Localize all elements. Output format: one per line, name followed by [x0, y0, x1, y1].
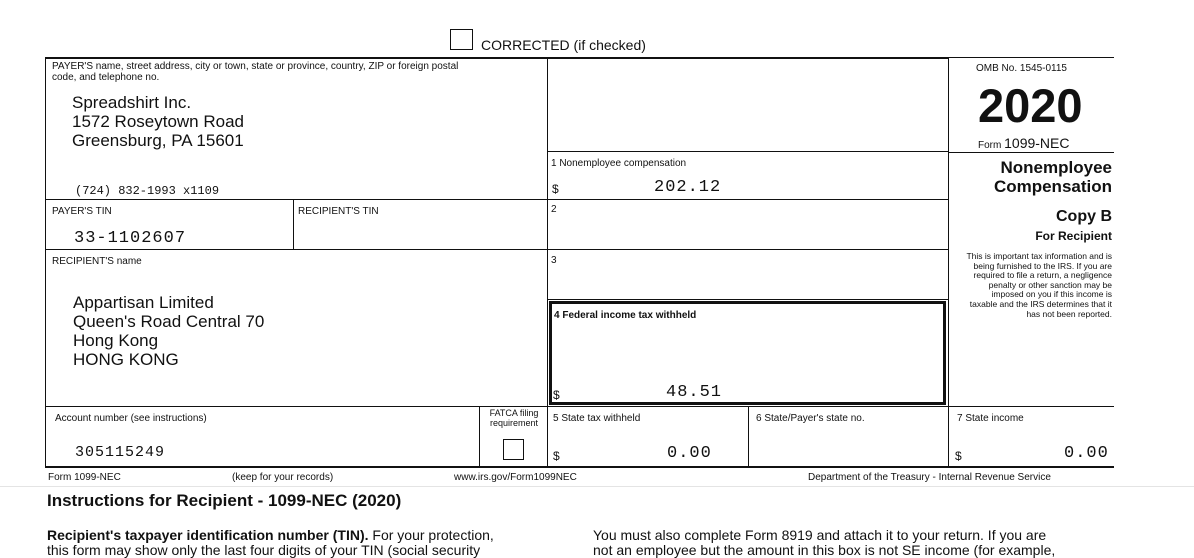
payer-street: 1572 Roseytown Road: [72, 112, 245, 131]
tin-text: For your protection,: [368, 527, 494, 543]
payer-city: Greensburg, PA 15601: [72, 131, 244, 150]
form-top-right-border: [948, 57, 1114, 58]
box4-dollar: $: [553, 388, 560, 402]
recipient-street: Queen's Road Central 70: [73, 312, 265, 331]
recipient-name-label: RECIPIENT'S name: [52, 256, 142, 267]
form-id: [978, 135, 1070, 151]
account-value: 305115249: [75, 444, 166, 461]
recipient-country: HONG KONG: [73, 350, 179, 369]
form-bottom-border: [45, 466, 1114, 468]
recipient-city: Hong Kong: [73, 331, 159, 350]
box7-label: 7 State income: [957, 413, 1024, 424]
tax-year: 2020: [978, 79, 1083, 132]
instructions-col1-line2: this form may show only the last four digits of your TIN (social security: [47, 542, 481, 558]
corrected-label: CORRECTED (if checked): [481, 37, 646, 53]
box4-value: 48.51: [666, 383, 723, 402]
payer-block-label: PAYER'S name, street address, city or town, state or province, country, ZIP or foreign postal code, and telephone no.: [52, 61, 459, 83]
form-title-line1: Nonemployee: [1000, 158, 1112, 177]
form-name: 1099-NEC: [1004, 135, 1070, 151]
form-title-line2: Compensation: [993, 177, 1112, 196]
row-account-top: [45, 406, 1114, 407]
box1-label: 1 Nonemployee compensation: [551, 158, 687, 169]
omb-number: OMB No. 1545-0115: [976, 63, 1067, 74]
instructions-col2-line1: You must also complete Form 8919 and attach it to your return. If you are: [593, 527, 1047, 543]
instructions-col2-line2: not an employee but the amount in this box is not SE income (for example,: [593, 542, 1056, 558]
recipient-tin-label: RECIPIENT'S TIN: [298, 206, 379, 217]
box5-dollar: $: [553, 449, 560, 463]
box1-value: 202.12: [654, 178, 722, 197]
box6-label: 6 State/Payer's state no.: [756, 413, 865, 424]
tin-heading: Recipient's taxpayer identification number (TIN).: [47, 527, 369, 543]
account-label: Account number (see instructions): [55, 413, 207, 424]
divider-tin: [293, 199, 294, 249]
row-box3-bottom: [547, 299, 948, 300]
recipient-name: Appartisan Limited: [73, 293, 214, 312]
box7-dollar: $: [955, 449, 962, 463]
form-prefix: Form: [978, 140, 1002, 151]
footer-url[interactable]: www.irs.gov/Form1099NEC: [454, 472, 577, 483]
payer-tin-value: 33-1102607: [74, 229, 187, 248]
row-tin-top: [45, 199, 948, 200]
for-recipient-label: For Recipient: [1035, 229, 1112, 243]
footer-keep: (keep for your records): [232, 472, 334, 483]
fatca-label: FATCA filing requirement: [489, 408, 539, 428]
box7-value: 0.00: [1064, 444, 1109, 463]
box1-dollar: $: [552, 182, 559, 196]
divider-fatca-left: [479, 406, 480, 467]
box3-label: 3: [551, 255, 557, 266]
fatca-checkbox[interactable]: [503, 439, 524, 460]
instructions-col1-line1: [47, 527, 494, 543]
footer-form: Form 1099-NEC: [48, 472, 121, 483]
box4-label: 4 Federal income tax withheld: [554, 310, 697, 321]
row-recipient-top: [45, 249, 948, 250]
payer-name: Spreadshirt Inc.: [72, 93, 192, 112]
box5-label: 5 State tax withheld: [553, 413, 641, 424]
form-top-border: [45, 57, 948, 59]
irs-notice: This is important tax information and is being furnished to the IRS. If you are required to file a return, a negligence penalty or other sanction may be imposed on you if this income is taxable and the IRS determines that it has not been reported.: [966, 251, 1112, 319]
footer-form-label: [48, 472, 121, 483]
instructions-title: Instructions for Recipient - 1099-NEC (2020): [47, 491, 402, 510]
row-box1-top: [547, 151, 948, 152]
box2-label: 2: [551, 204, 557, 215]
tear-line: [0, 486, 1194, 487]
box5-value: 0.00: [667, 444, 712, 463]
footer-dept: Department of the Treasury - Internal Revenue Service: [808, 472, 1051, 483]
payer-phone: (724) 832-1993 x1109: [75, 184, 220, 198]
copy-label: Copy B: [1056, 208, 1112, 225]
corrected-checkbox[interactable]: [450, 29, 473, 50]
divider-box6-left: [748, 406, 749, 467]
right-col-divider: [948, 152, 1114, 153]
payer-tin-label: PAYER'S TIN: [52, 206, 112, 217]
